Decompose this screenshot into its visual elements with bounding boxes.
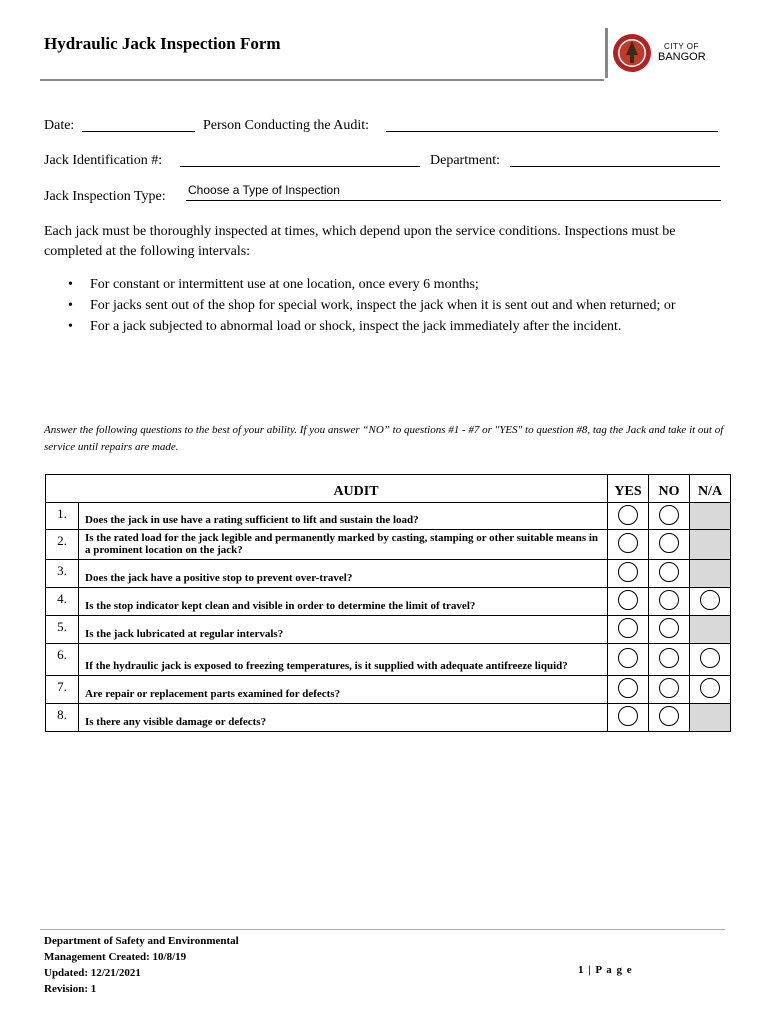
yes-radio[interactable]: [618, 618, 638, 638]
yes-radio[interactable]: [618, 648, 638, 668]
inspection-type-label: Jack Inspection Type:: [44, 189, 166, 204]
yes-header: YES: [608, 475, 649, 503]
row-number: 7.: [46, 676, 79, 704]
no-header: NO: [649, 475, 690, 503]
header-divider: [40, 79, 604, 81]
footer-line: Updated: 12/21/2021: [44, 967, 141, 979]
footer-info: [44, 933, 239, 997]
jack-id-field[interactable]: [180, 166, 420, 167]
no-cell: [649, 616, 690, 644]
logo-divider: [605, 28, 608, 78]
row-number: 8.: [46, 704, 79, 732]
na-cell: [690, 676, 731, 704]
question-text: Is the stop indicator kept clean and visible in order to determine the limit of travel?: [79, 588, 608, 616]
intro-paragraph: Each jack must be thoroughly inspected at times, which depend upon the service conditions. Inspections must be completed at the following intervals:: [44, 224, 676, 259]
footer-divider: [40, 929, 725, 930]
table-header-row: [46, 475, 731, 503]
na-cell: [690, 644, 731, 676]
yes-radio[interactable]: [618, 590, 638, 610]
na-radio[interactable]: [700, 678, 720, 698]
table-row: [46, 616, 731, 644]
na-cell: [690, 588, 731, 616]
yes-cell: [608, 560, 649, 588]
footer-line: Revision: 1: [44, 983, 97, 995]
yes-cell: [608, 616, 649, 644]
jack-id-label: Jack Identification #:: [44, 153, 163, 168]
table-row: [46, 704, 731, 732]
footer-line: Management Created: 10/8/19: [44, 951, 187, 963]
interval-item: • For jacks sent out of the shop for special work, inspect the jack when it is sent out and when returned; or: [68, 295, 676, 316]
yes-radio[interactable]: [618, 533, 638, 553]
na-cell-disabled: [690, 704, 731, 732]
na-radio[interactable]: [700, 648, 720, 668]
date-label: Date:: [44, 118, 75, 133]
question-text: If the hydraulic jack is exposed to freezing temperatures, is it supplied with adequate antifreeze liquid?: [79, 644, 608, 676]
logo-city-text: CITY OF: [664, 42, 699, 51]
inspection-type-underline: [186, 200, 721, 201]
no-radio[interactable]: [659, 618, 679, 638]
na-header: N/A: [690, 475, 731, 503]
row-number: 3.: [46, 560, 79, 588]
department-label: Department:: [430, 153, 500, 168]
na-cell-disabled: [690, 616, 731, 644]
audit-header-label: AUDIT: [333, 484, 379, 499]
no-radio[interactable]: [659, 706, 679, 726]
na-cell-disabled: [690, 503, 731, 530]
person-field[interactable]: [386, 131, 718, 132]
interval-item: • For a jack subjected to abnormal load or shock, inspect the jack immediately after the incident.: [68, 316, 676, 337]
no-radio[interactable]: [659, 505, 679, 525]
yes-cell: [608, 704, 649, 732]
interval-list: [68, 274, 676, 337]
no-radio[interactable]: [659, 678, 679, 698]
no-radio[interactable]: [659, 562, 679, 582]
yes-cell: [608, 676, 649, 704]
no-cell: [649, 530, 690, 560]
row-number: 5.: [46, 616, 79, 644]
table-row: [46, 560, 731, 588]
question-text: Is the jack lubricated at regular intervals?: [79, 616, 608, 644]
instructions-text: Answer the following questions to the best of your ability. If you answer “NO” to questions #1 - #7 or "YES" to question #8, tag the Jack and take it out of service until repairs are made.: [44, 424, 724, 453]
row-number: 1.: [46, 503, 79, 530]
logo-name-text: BANGOR: [658, 51, 706, 63]
person-label: Person Conducting the Audit:: [203, 118, 370, 133]
question-text: Does the jack in use have a rating sufficient to lift and sustain the load?: [79, 503, 608, 530]
inspection-type-select[interactable]: Choose a Type of Inspection: [188, 183, 340, 197]
yes-radio[interactable]: [618, 706, 638, 726]
no-radio[interactable]: [659, 648, 679, 668]
question-text: Are repair or replacement parts examined for defects?: [79, 676, 608, 704]
no-radio[interactable]: [659, 590, 679, 610]
row-number: 4.: [46, 588, 79, 616]
page-number: 1 | P a g e: [578, 964, 633, 976]
department-field[interactable]: [510, 166, 720, 167]
table-row: [46, 676, 731, 704]
question-text: Does the jack have a positive stop to prevent over-travel?: [79, 560, 608, 588]
no-cell: [649, 588, 690, 616]
yes-cell: [608, 588, 649, 616]
row-number: 2.: [46, 530, 79, 560]
table-row: [46, 644, 731, 676]
yes-radio[interactable]: [618, 505, 638, 525]
yes-radio[interactable]: [618, 562, 638, 582]
yes-cell: [608, 530, 649, 560]
yes-radio[interactable]: [618, 678, 638, 698]
city-seal-icon: [612, 33, 652, 73]
no-cell: [649, 503, 690, 530]
no-cell: [649, 704, 690, 732]
yes-cell: [608, 503, 649, 530]
question-text: Is there any visible damage or defects?: [79, 704, 608, 732]
audit-table: [45, 474, 731, 732]
na-cell-disabled: [690, 530, 731, 560]
table-row: [46, 588, 731, 616]
audit-header: [46, 475, 608, 503]
no-cell: [649, 644, 690, 676]
interval-item: • For constant or intermittent use at one location, once every 6 months;: [68, 274, 676, 295]
date-field[interactable]: [82, 131, 195, 132]
no-cell: [649, 676, 690, 704]
table-row: [46, 503, 731, 530]
footer-line: Department of Safety and Environmental: [44, 935, 239, 947]
yes-cell: [608, 644, 649, 676]
row-number: 6.: [46, 644, 79, 676]
no-cell: [649, 560, 690, 588]
page-title: Hydraulic Jack Inspection Form: [44, 34, 281, 53]
table-row: [46, 530, 731, 560]
no-radio[interactable]: [659, 533, 679, 553]
na-radio[interactable]: [700, 590, 720, 610]
na-cell-disabled: [690, 560, 731, 588]
question-text: Is the rated load for the jack legible and permanently marked by casting, stamping or other suitable means in a prominent location on the jack?: [79, 530, 608, 560]
